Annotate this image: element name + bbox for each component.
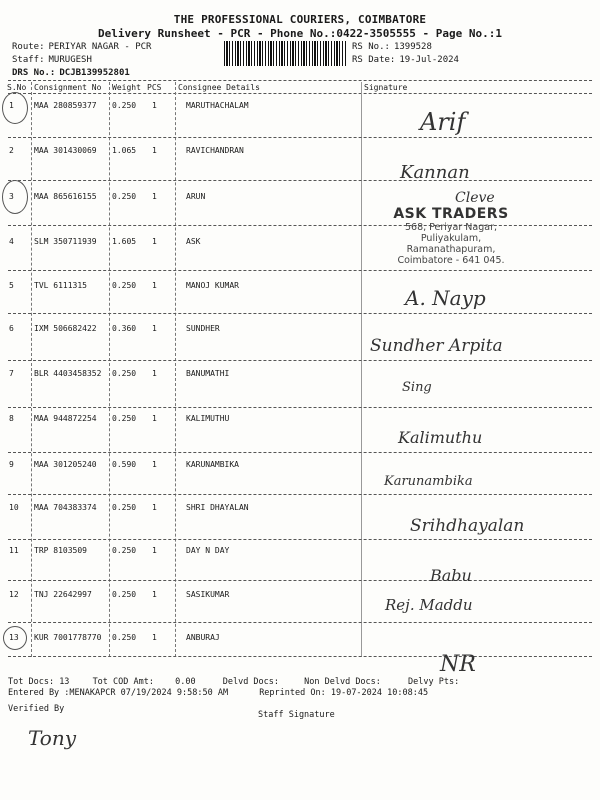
- row-consignment: TVL 6111315: [34, 281, 87, 290]
- route-value: PERIYAR NAGAR - PCR: [48, 42, 152, 52]
- row-consignment: SLM 350711939: [34, 237, 97, 246]
- company-stamp: [366, 206, 536, 266]
- barcode-image: [224, 41, 346, 66]
- signature-row-13: NR: [440, 652, 476, 677]
- row-pcs: 1: [152, 590, 157, 599]
- col-divider: [109, 82, 110, 657]
- row-pcs: 1: [152, 324, 157, 333]
- row-consignment: BLR 4403458352: [34, 369, 102, 378]
- tot-cod-value: 0.00: [175, 677, 196, 687]
- route-info: [12, 41, 151, 80]
- row-consignee: SASIKUMAR: [186, 590, 230, 599]
- col-header-sno: S.No: [7, 83, 27, 92]
- row-sno: 13: [9, 633, 19, 642]
- row-pcs: 1: [152, 546, 157, 555]
- row-weight: 1.605: [112, 237, 137, 246]
- row-weight: 0.250: [112, 101, 137, 110]
- row-consignment: MAA 944872254: [34, 414, 97, 423]
- row-weight: 0.250: [112, 369, 137, 378]
- company-title: THE PROFESSIONAL COURIERS, COIMBATORE: [173, 13, 427, 26]
- rs-no-label: RS No.:: [352, 42, 390, 52]
- row-rule: [8, 313, 592, 314]
- row-rule: [8, 452, 592, 453]
- row-weight: 0.250: [112, 546, 137, 555]
- non-delvd-docs-label: Non Delvd Docs:: [304, 677, 381, 687]
- row-consignee: ASK: [186, 237, 201, 246]
- signature-row-8: Kalimuthu: [398, 428, 483, 447]
- document-title: Delivery Runsheet - PCR - Phone No.:0422-3505555 - Page No.:1: [98, 27, 502, 40]
- entered-by-value: MENAKAPCR 07/19/2024 9:58:50 AM: [69, 688, 229, 698]
- row-consignment: KUR 7001778770: [34, 633, 102, 642]
- row-sno: 11: [9, 546, 19, 555]
- drs-label: DRS No.:: [12, 68, 56, 78]
- reprinted-value: 19-07-2024 10:08:45: [330, 688, 429, 698]
- row-sno: 8: [9, 414, 14, 423]
- row-rule: [8, 137, 592, 138]
- row-consignee: ARUN: [186, 192, 206, 201]
- signature-row-7: Sing: [402, 380, 432, 395]
- table-header-rule: [8, 93, 592, 94]
- stamp-address-line: Ramanathapuram,: [406, 244, 496, 255]
- row-pcs: 1: [152, 237, 157, 246]
- row-consignee: KALIMUTHU: [186, 414, 230, 423]
- row-consignee: MARUTHACHALAM: [186, 101, 249, 110]
- row-sno: 2: [9, 146, 14, 155]
- row-consignee: RAVICHANDRAN: [186, 146, 244, 155]
- rs-no-value: 1399528: [393, 42, 432, 52]
- row-sno: 4: [9, 237, 14, 246]
- sno-circle-mark: [3, 626, 27, 650]
- row-consignment: MAA 280859377: [34, 101, 97, 110]
- delvd-docs-label: Delvd Docs:: [222, 677, 280, 687]
- verified-signature: Tony: [28, 726, 77, 750]
- row-sno: 5: [9, 281, 14, 290]
- row-consignment: MAA 301430069: [34, 146, 97, 155]
- reprinted-label: Reprinted On:: [259, 688, 326, 698]
- signature-row-3: Cleve: [455, 190, 495, 206]
- stamp-address-line: 568, Periyar Nagar,: [404, 222, 498, 233]
- staff-label: Staff:: [12, 55, 45, 65]
- signature-row-6: Sundher Arpita: [370, 336, 503, 356]
- row-consignee: BANUMATHI: [186, 369, 230, 378]
- entered-by-label: Entered By :: [8, 688, 70, 698]
- row-weight: 0.250: [112, 414, 137, 423]
- row-weight: 0.360: [112, 324, 137, 333]
- tot-docs-label: Tot Docs:: [8, 677, 55, 687]
- sno-circle-mark: [2, 92, 28, 124]
- signature-row-5: A. Nayp: [405, 286, 486, 310]
- row-pcs: 1: [152, 369, 157, 378]
- row-rule: [8, 494, 592, 495]
- row-rule: [8, 580, 592, 581]
- col-divider: [175, 82, 176, 657]
- row-consignment: IXM 506682422: [34, 324, 97, 333]
- row-consignment: TRP 8103509: [34, 546, 87, 555]
- rs-date-value: 19-Jul-2024: [399, 55, 459, 65]
- row-pcs: 1: [152, 460, 157, 469]
- row-weight: 0.250: [112, 192, 137, 201]
- row-consignee: DAY N DAY: [186, 546, 230, 555]
- tot-cod-label: Tot COD Amt:: [92, 677, 154, 687]
- signature-row-1: Arif: [420, 108, 466, 136]
- tot-docs-value: 13: [59, 677, 70, 687]
- row-rule: [8, 622, 592, 623]
- col-header-weight: Weight: [112, 83, 141, 92]
- stamp-address-line: Coimbatore - 641 045.: [397, 255, 505, 266]
- col-header-consignee: Consignee Details: [178, 83, 260, 92]
- col-header-pcs: PCS: [147, 83, 162, 92]
- row-rule: [8, 407, 592, 408]
- col-header-signature: Signature: [364, 83, 408, 92]
- row-pcs: 1: [152, 192, 157, 201]
- staff-value: MURUGESH: [48, 55, 92, 65]
- table-top-rule: [8, 80, 592, 81]
- entry-line: [8, 688, 428, 698]
- row-consignment: MAA 704383374: [34, 503, 97, 512]
- row-sno: 3: [9, 192, 14, 201]
- sno-circle-mark: [2, 180, 28, 214]
- row-consignment: MAA 301205240: [34, 460, 97, 469]
- row-sno: 9: [9, 460, 14, 469]
- row-consignee: KARUNAMBIKA: [186, 460, 239, 469]
- row-weight: 0.250: [112, 633, 137, 642]
- verified-by-label: Verified By: [8, 704, 65, 714]
- rs-date-label: RS Date:: [352, 55, 396, 65]
- stamp-address-line: Puliyakulam,: [420, 233, 482, 244]
- signature-row-2: Kannan: [400, 162, 470, 183]
- rs-info: [352, 41, 459, 67]
- row-pcs: 1: [152, 146, 157, 155]
- row-consignee: MANOJ KUMAR: [186, 281, 239, 290]
- row-sno: 6: [9, 324, 14, 333]
- row-rule: [8, 539, 592, 540]
- signature-row-11: Babu: [430, 566, 472, 585]
- row-sno: 7: [9, 369, 14, 378]
- table-bottom-rule: [8, 656, 592, 657]
- row-pcs: 1: [152, 281, 157, 290]
- row-pcs: 1: [152, 633, 157, 642]
- row-weight: 0.250: [112, 281, 137, 290]
- drs-value: DCJB139952801: [59, 68, 130, 78]
- col-divider: [31, 82, 32, 657]
- staff-signature-label: Staff Signature: [258, 710, 335, 720]
- row-weight: 0.250: [112, 590, 137, 599]
- row-weight: 0.250: [112, 503, 137, 512]
- row-consignment: MAA 865616155: [34, 192, 97, 201]
- row-weight: 0.590: [112, 460, 137, 469]
- row-consignee: SUNDHER: [186, 324, 220, 333]
- route-label: Route:: [12, 42, 45, 52]
- row-consignee: SHRI DHAYALAN: [186, 503, 249, 512]
- row-weight: 1.065: [112, 146, 137, 155]
- row-sno: 12: [9, 590, 19, 599]
- signature-divider: [361, 82, 362, 657]
- stamp-name: ASK TRADERS: [393, 206, 509, 222]
- row-consignment: TNJ 22642997: [34, 590, 92, 599]
- signature-row-9: Karunambika: [384, 474, 473, 489]
- row-pcs: 1: [152, 503, 157, 512]
- row-sno: 1: [9, 101, 14, 110]
- row-sno: 10: [9, 503, 19, 512]
- row-rule: [8, 180, 592, 181]
- col-header-consignment: Consignment No: [34, 83, 102, 92]
- row-rule: [8, 360, 592, 361]
- row-consignee: ANBURAJ: [186, 633, 220, 642]
- row-pcs: 1: [152, 101, 157, 110]
- signature-row-12: Rej. Maddu: [385, 596, 473, 614]
- row-pcs: 1: [152, 414, 157, 423]
- totals-line: [8, 677, 459, 687]
- row-rule: [8, 270, 592, 271]
- delvy-pts-label: Delvy Pts:: [408, 677, 460, 687]
- signature-row-10: Srihdhayalan: [410, 516, 525, 536]
